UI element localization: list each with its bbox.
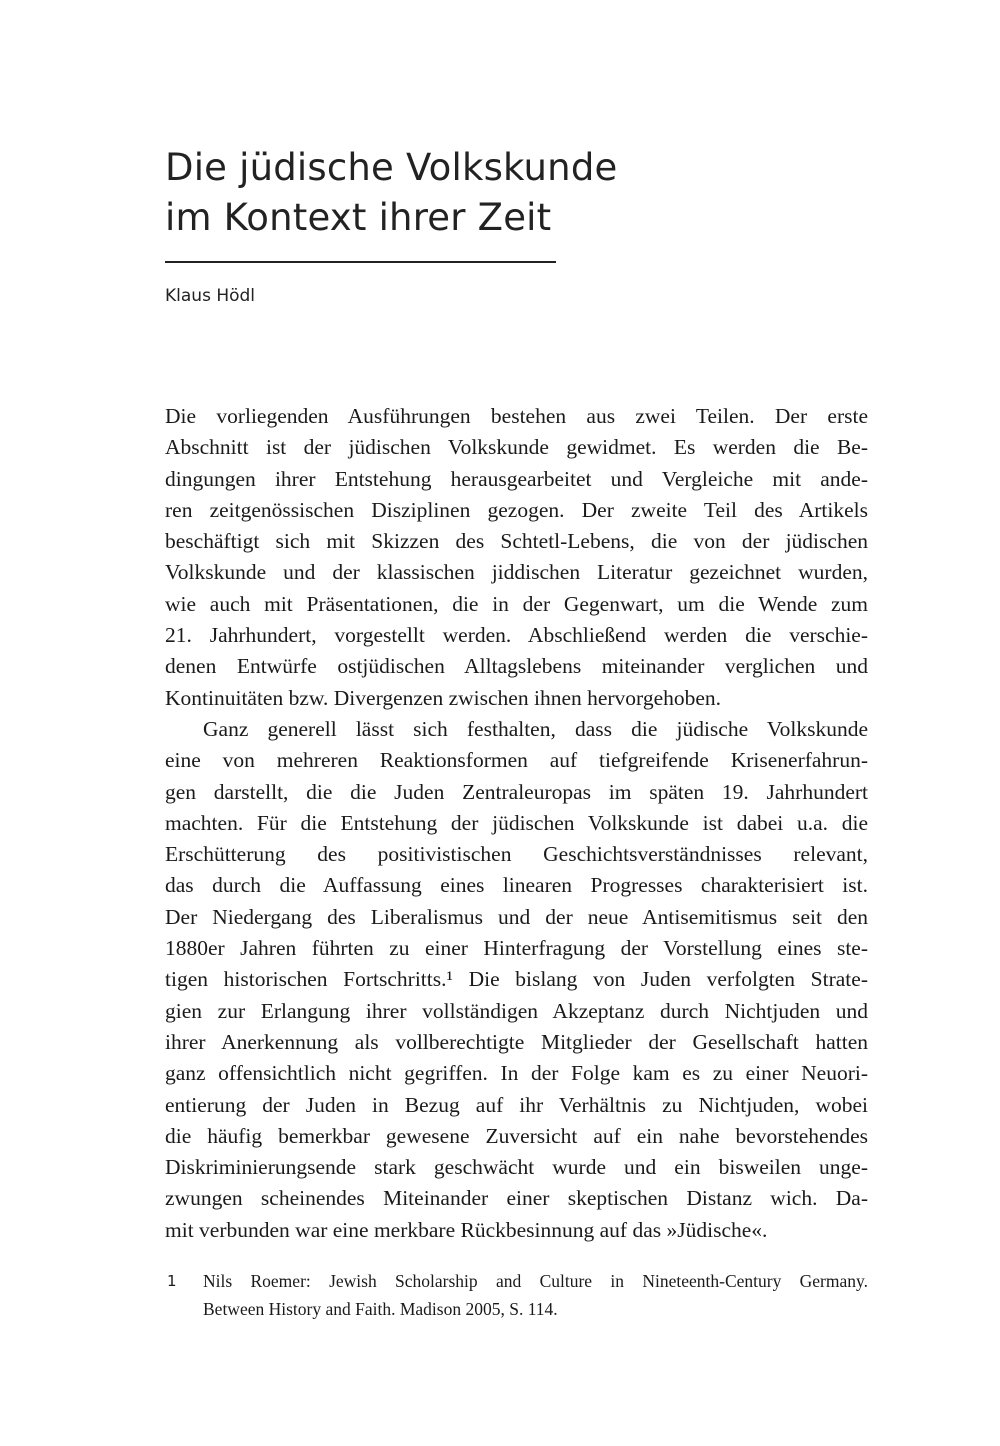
paragraph xyxy=(165,714,868,1246)
text-line: entierung der Juden in Bezug auf ihr Verhältnis zu Nichtjuden, wobei xyxy=(165,1092,868,1117)
text-line: 1880er Jahren führten zu einer Hinterfragung der Vorstellung eines ste- xyxy=(165,936,868,961)
text-line: eine von mehreren Reaktionsformen auf tiefgreifende Krisenerfahrun- xyxy=(165,748,868,773)
text-line: ren zeitgenössischen Disziplinen gezogen. Der zweite Teil des Artikels xyxy=(165,497,868,522)
text-line: ihrer Anerkennung als vollberechtigte Mitglieder der Gesellschaft hatten xyxy=(165,1029,868,1054)
paragraph xyxy=(165,401,868,714)
text-line: tigen historischen Fortschritts.¹ Die bislang von Juden verfolgten Strate- xyxy=(165,967,868,992)
text-line: Die vorliegenden Ausführungen bestehen aus zwei Teilen. Der erste xyxy=(165,404,868,428)
title-divider xyxy=(165,261,556,263)
text-line: Erschütterung des positivistischen Geschichtsverständnisses relevant, xyxy=(165,842,868,867)
text-line: mit verbunden war eine merkbare Rückbesinnung auf das »Jüdische«. xyxy=(165,1217,768,1242)
footnote-number: 1 xyxy=(167,1272,177,1290)
text-line: die häufig bemerkbar gewesene Zuversicht auf ein nahe bevorstehendes xyxy=(165,1123,868,1148)
text-line: 21. Jahrhundert, vorgestellt werden. Abschließend werden die verschie- xyxy=(165,623,868,648)
article-body xyxy=(165,401,868,1246)
text-line: Volkskunde und der klassischen jiddischen Literatur gezeichnet wurden, xyxy=(165,560,868,585)
footnote-line: Between History and Faith. Madison 2005, S. 114. xyxy=(203,1299,558,1319)
article-title xyxy=(165,143,617,243)
text-line: gen darstellt, die die Juden Zentraleuropas im späten 19. Jahrhundert xyxy=(165,779,868,804)
text-line: wie auch mit Präsentationen, die in der Gegenwart, um die Wende zum xyxy=(165,591,868,616)
text-line: beschäftigt sich mit Skizzen des Schtetl-Lebens, die von der jüdischen xyxy=(165,529,868,554)
text-line: Ganz generell lässt sich festhalten, dass die jüdische Volkskunde xyxy=(203,716,868,741)
text-line: ganz offensichtlich nicht gegriffen. In der Folge kam es zu einer Neuori- xyxy=(165,1061,868,1086)
footnote-text xyxy=(203,1267,868,1323)
text-line: Abschnitt ist der jüdischen Volkskunde gewidmet. Es werden die Be- xyxy=(165,435,868,460)
author-name: Klaus Hödl xyxy=(165,286,256,306)
text-line: gien zur Erlangung ihrer vollständigen Akzeptanz durch Nichtjuden und xyxy=(165,998,868,1023)
footnote xyxy=(165,1267,868,1323)
text-line: machten. Für die Entstehung der jüdischen Volkskunde ist dabei u.a. die xyxy=(165,810,868,835)
text-line: Der Niedergang des Liberalismus und der neue Antisemitismus seit den xyxy=(165,904,868,929)
footnote-line: Nils Roemer: Jewish Scholarship and Culture in Nineteenth-Century Germany. xyxy=(203,1271,868,1291)
title-line: Die jüdische Volkskunde xyxy=(165,146,618,189)
text-line: dingungen ihrer Entstehung herausgearbeitet und Vergleiche mit ande- xyxy=(165,466,868,491)
title-line: im Kontext ihrer Zeit xyxy=(165,196,552,239)
text-line: denen Entwürfe ostjüdischen Alltagslebens miteinander verglichen und xyxy=(165,654,868,679)
text-line: das durch die Auffassung eines linearen Progresses charakterisiert ist. xyxy=(165,873,868,898)
text-line: Diskriminierungsende stark geschwächt wurde und ein bisweilen unge- xyxy=(165,1155,868,1180)
text-line: Kontinuitäten bzw. Divergenzen zwischen ihnen hervorgehoben. xyxy=(165,685,722,710)
text-line: zwungen scheinendes Miteinander einer skeptischen Distanz wich. Da- xyxy=(165,1186,868,1211)
